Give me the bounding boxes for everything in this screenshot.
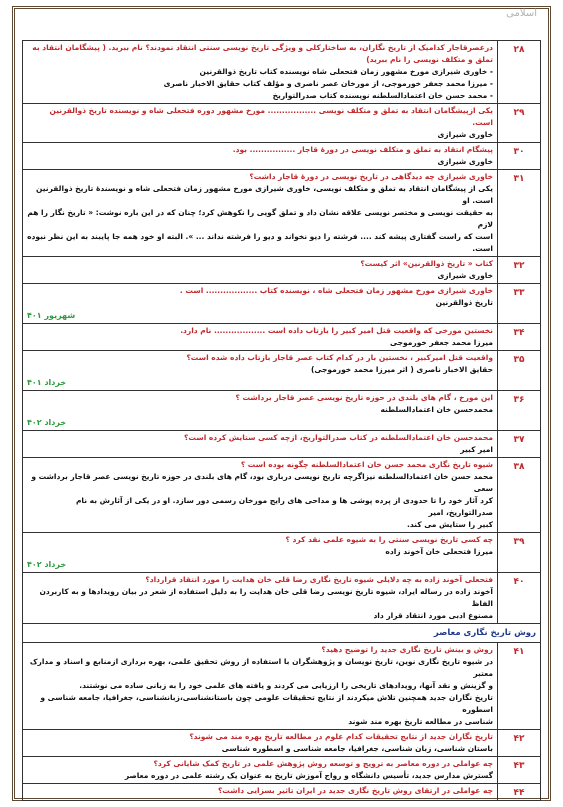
row-content (23, 730, 498, 757)
row-content (23, 104, 498, 143)
table-row (23, 730, 541, 757)
answer-text (27, 337, 493, 349)
row-number: ۳۳ (498, 284, 541, 324)
qa-table (22, 40, 541, 801)
answer-line: حقایق الاخبار ناصری ( اثر میرزا محمد خورموجی) (311, 365, 493, 374)
table-row (23, 284, 541, 324)
answer-line: امیر کبیر (460, 445, 493, 454)
question-text: روش و بینش تاریخ نگاری جدید را توضیح دهید؟ (321, 645, 493, 654)
row-content (23, 41, 498, 104)
answer-line: باستان شناسی، زبان شناسی، جغرافیا، جامعه شناسی و اسطوره شناسی (221, 744, 493, 753)
answer-text (27, 183, 493, 255)
row-number: ۳۱ (498, 170, 541, 257)
answer-text (27, 66, 493, 102)
table-row (23, 391, 541, 431)
row-number: ۲۹ (498, 104, 541, 143)
section-title: روش تاریخ نگاری معاصر (23, 624, 541, 643)
answer-text (27, 270, 493, 282)
exam-date: خرداد ۴۰۲ (27, 418, 67, 427)
question-text: واقعیت قتل امیرکبیر ، نخستین بار در کدام کتاب عصر قاجار بازتاب داده شده است؟ (186, 353, 493, 362)
answer-text (27, 156, 493, 168)
row-content (23, 458, 498, 533)
answer-line: محمد حسن خان اعتمادالسلطنه نیزاگرچه تاریخ نویسی درباری بود، گام های بلندی در حوزه تاریخ نویسی عصر قاجار برداشت و سعی (31, 472, 493, 493)
row-content (23, 573, 498, 624)
table-row (23, 573, 541, 624)
answer-line: تاریخ نگاران جدید همچنین تلاش میکردند از نتایج تحقیقات علومی چون باستانشناسی،زبانشناسی، جغرافیا، جامعه شناسی و اسطوره (40, 693, 493, 714)
question-text: این مورخ ، گام های بلندی در حوزه تاریخ نویسی عصر قاجار برداشت ؟ (235, 393, 493, 402)
row-number: ۴۴ (498, 784, 541, 801)
row-content (23, 324, 498, 351)
row-content (23, 284, 498, 324)
answer-text (27, 586, 493, 622)
answer-text (27, 444, 493, 456)
row-content (23, 257, 498, 284)
table-row (23, 104, 541, 143)
table-row (23, 458, 541, 533)
row-number: ۲۸ (498, 41, 541, 104)
row-number: ۳۵ (498, 351, 541, 391)
answer-line: میرزا محمد جعفر خورموجی (390, 338, 493, 347)
row-content (23, 170, 498, 257)
table-row (23, 257, 541, 284)
row-content (23, 143, 498, 170)
exam-date: شهریور ۴۰۱ (27, 311, 76, 320)
answer-text (27, 404, 493, 416)
question-text: کتاب « تاریخ ذوالقرنین» اثر کیست؟ (360, 259, 493, 268)
qa-sheet (22, 40, 541, 801)
row-number: ۳۰ (498, 143, 541, 170)
row-number: ۳۴ (498, 324, 541, 351)
table-row (23, 757, 541, 784)
table-row (23, 784, 541, 801)
answer-text (27, 129, 493, 141)
answer-text (27, 546, 493, 558)
question-text: نخستین مورخی که واقعیت قتل امیر کبیر را بازتاب داده است .................. نام دارد. (180, 326, 493, 335)
row-number: ۴۰ (498, 573, 541, 624)
answer-line: گسترش مدارس جدید، تأسیس دانشگاه و رواج آموزش تاریخ به عنوان یک رشته علمی در دوره معاصر (124, 771, 493, 780)
row-content (23, 643, 498, 730)
answer-line: - خاوری شیرازی مورخ مشهور زمان فتحعلی شاه نویسنده کتاب تاریخ ذوالقرنین (199, 67, 493, 76)
answer-line: خاوری شیرازی (437, 271, 493, 280)
header-label: اسلامی (506, 8, 537, 19)
row-content (23, 351, 498, 391)
answer-line: میرزا فتحعلی خان آخوند زاده (385, 547, 493, 556)
row-content (23, 757, 498, 784)
answer-line: کبیر را ستایش می کند. (407, 520, 493, 529)
row-number: ۴۲ (498, 730, 541, 757)
answer-text (27, 297, 493, 309)
answer-line: شناسی در مطالعه تاریخ بهره مند شوند (348, 717, 493, 726)
question-text: پیشگام انتقاد به تملق و متکلف نویسی در دورۀ قاجار ................ بود. (232, 145, 493, 154)
table-row (23, 41, 541, 104)
exam-date: خرداد ۴۰۱ (27, 378, 67, 387)
answer-line: و گزینش و نقد آنها، رویدادهای تاریخی را ارزیابی می کردند و یافته های علمی خود را به زبانی ساده می نوشتند. (79, 681, 493, 690)
answer-line: است که راست گفتاری پیشه کند .... فرشته را دیو نخواند و دیو را فرشته نداند ... ». البته او خود همه جا پایبند به این نظر نبوده است. (27, 232, 493, 253)
table-row (23, 143, 541, 170)
question-text: چه کسی تاریخ نویسی سنتی را به شیوه علمی نقد کرد ؟ (285, 535, 493, 544)
table-row (23, 431, 541, 458)
answer-line: خاوری شیرازی (437, 130, 493, 139)
row-number: ۳۸ (498, 458, 541, 533)
question-text: شیوه تاریخ نگاری محمد حسن خان اعتمادالسلطنه چگونه بوده است ؟ (240, 460, 493, 469)
answer-line: - محمد حسن خان اعتمادالسلطنه نویسنده کتاب صدرالتواریخ (272, 91, 493, 100)
table-row (23, 643, 541, 730)
answer-line: خاوری شیرازی (437, 157, 493, 166)
answer-line: مصنوع ادبی مورد انتقاد قرار داد (373, 611, 493, 620)
row-number: ۳۲ (498, 257, 541, 284)
answer-line: آخوند زاده در رساله ایراد، شیوه تاریخ نویسی رضا قلی خان هدایت را به دلیل استفاده از شعر در بیان رویدادها و به کاربردن الفاظ (39, 587, 493, 608)
answer-line: کرد آثار خود را تا حدودی از پرده پوشی ها و مداحی های رایج مورخان رسمی دور سازد. او در یکی از آثارش به نام صدرالتواریخ، امیر (75, 496, 493, 517)
question-text: تاریخ نگاران جدید از نتایج تحقیقات کدام علوم در مطالعه تاریخ بهره مند می شوند؟ (189, 732, 493, 741)
row-number: ۳۷ (498, 431, 541, 458)
answer-line: در شیوه تاریخ نگاری نوین، تاریخ نویسان و پژوهشگران با استفاده از روش تحقیق علمی، بهره برداری ازمنابع و اسناد و مدارک معتبر (29, 657, 493, 678)
row-number: ۳۹ (498, 533, 541, 573)
row-content (23, 784, 498, 801)
row-content (23, 431, 498, 458)
answer-text (27, 364, 493, 376)
row-content (23, 391, 498, 431)
answer-text (27, 743, 493, 755)
question-text: محمدحسن خان اعتمادالسلطنه در کتاب صدرالتواریخ، ازچه کسی ستایش کرده است؟ (184, 433, 493, 442)
answer-line: محمدحسن خان اعتمادالسلطنه (380, 405, 493, 414)
question-text: چه عواملی در دوره معاصر به ترویج و توسعه روش پژوهش علمی در تاریخ کمک شایانی کرد؟ (153, 759, 493, 768)
answer-text (27, 656, 493, 728)
answer-line: - میرزا محمد جعفر خورموجی، از مورخان عصر ناصری و مؤلف کتاب حقایق الاخبار ناصری (163, 79, 493, 88)
table-row (23, 351, 541, 391)
question-text: درعصرقاجار کدامیک از تاریخ نگاران، به ساختارکلی و ویژگی تاریخ نویسی سنتی انتقاد نمودند؟ نام ببرید. ( پیشگامان انتقاد به تملق و متکلف نویسی را نام ببرید) (32, 43, 493, 64)
row-number: ۴۱ (498, 643, 541, 730)
row-number: ۴۳ (498, 757, 541, 784)
table-row (23, 170, 541, 257)
answer-line: تاریخ ذوالقرنین (435, 298, 493, 307)
row-content (23, 533, 498, 573)
table-row (23, 324, 541, 351)
question-text: فتحعلی آخوند زاده به چه دلایلی شیوه تاریخ نگاری رضا قلی خان هدایت را مورد انتقاد قرارداد؟ (145, 575, 493, 584)
exam-date: خرداد ۴۰۲ (27, 560, 67, 569)
answer-line: به حقیقت نویسی و مختصر نویسی علاقه نشان داد و تملق گویی را نکوهش کرد؛ چنان که در این باره نوشت: « تاریخ نگار را هم لازم (27, 208, 493, 229)
table-row (23, 533, 541, 573)
answer-text (27, 770, 493, 782)
question-text: چه عواملی در ارتقای روش تاریخ نگاری جدید در ایران تاثیر بسزایی داشت؟ (217, 786, 493, 795)
question-text: یکی ازپیشگامان انتقاد به تملق و متکلف نویسی ................. مورخ مشهور دوره فتحعلی شاه و نویسنده تاریخ ذوالقرنین است. (49, 106, 493, 127)
row-number: ۳۶ (498, 391, 541, 431)
answer-text (27, 471, 493, 531)
question-text: خاوری شیرازی مورخ مشهور زمان فتحعلی شاه ، نویسنده کتاب .................. است . (179, 286, 493, 295)
section-row (23, 624, 541, 643)
answer-line: یکی از پیشگامان انتقاد به تملق و متکلف نویسی، خاوری شیرازی مورخ مشهور زمان فتحعلی شاه و نویسندۀ تاریخ ذوالقرنین است. او (35, 184, 493, 205)
question-text: خاوری شیرازی چه دیدگاهی در تاریخ نویسی در دورۀ قاجار داشت؟ (249, 172, 493, 181)
